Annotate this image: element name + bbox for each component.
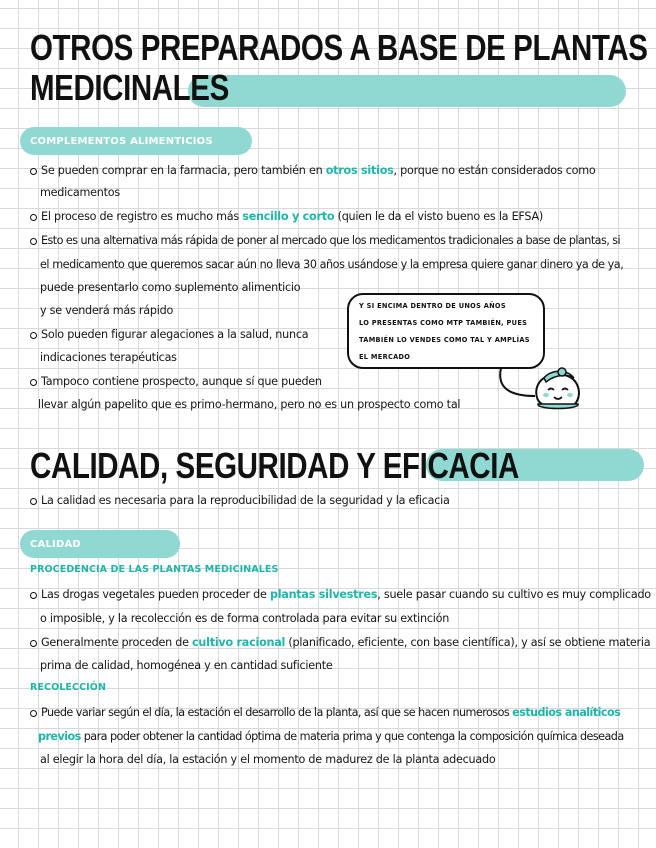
text: (planificado, eficiente, con base científica), y así se obtiene materia bbox=[285, 636, 651, 649]
note-line: TAMBIÉN LO VENDES COMO TAL Y AMPLÍAS bbox=[359, 336, 530, 344]
list-item-continuation: puede presentarlo como suplemento alimenticio bbox=[40, 281, 301, 294]
list-item bbox=[30, 160, 596, 182]
bullet-icon bbox=[30, 332, 37, 339]
bullet-icon bbox=[30, 379, 37, 386]
bullet-icon bbox=[30, 592, 37, 599]
highlight-text: previos bbox=[38, 730, 81, 743]
list-item bbox=[30, 324, 308, 346]
text: (quien le da el visto bueno es la EFSA) bbox=[334, 210, 543, 223]
text: , porque no están considerados como bbox=[393, 164, 596, 177]
bullet-icon bbox=[30, 710, 37, 717]
text: Solo pueden figurar alegaciones a la salud, nunca bbox=[41, 328, 309, 341]
text: Las drogas vegetales pueden proceder de bbox=[41, 588, 270, 601]
list-item-continuation: y se venderá más rápido bbox=[40, 304, 174, 317]
bullet-icon bbox=[30, 168, 37, 175]
list-item bbox=[30, 230, 620, 252]
text: Se pueden comprar en la farmacia, pero también en bbox=[41, 164, 326, 177]
bullet-icon bbox=[30, 214, 37, 221]
section-pill-complementos bbox=[20, 127, 252, 155]
text: Generalmente proceden de bbox=[41, 636, 193, 649]
list-item-continuation: llevar algún papelito que es primo-hermano, pero no es un prospecto como tal bbox=[38, 398, 461, 411]
section-title-calidad: CALIDAD, SEGURIDAD Y EFICACIA bbox=[30, 445, 519, 486]
highlight-text: otros sitios bbox=[325, 164, 394, 177]
list-item bbox=[30, 490, 450, 512]
highlight-text: estudios analíticos bbox=[512, 706, 621, 719]
bullet-icon bbox=[30, 238, 37, 245]
speech-bubble-note bbox=[347, 293, 545, 369]
list-item bbox=[30, 371, 322, 393]
highlight-text: cultivo racional bbox=[192, 636, 286, 649]
section-pill-label: CALIDAD bbox=[30, 538, 81, 550]
text: para poder obtener la cantidad óptima de materia prima y que contenga la composición química deseada bbox=[80, 730, 624, 743]
text: El proceso de registro es mucho más bbox=[41, 210, 243, 223]
list-item bbox=[30, 584, 651, 606]
section-pill-label: COMPLEMENTOS ALIMENTICIOS bbox=[30, 135, 213, 147]
subheading-procedencia: PROCEDENCIA DE LAS PLANTAS MEDICINALES bbox=[30, 564, 279, 575]
list-item bbox=[30, 702, 620, 724]
note-line: Y SI ENCIMA DENTRO DE UNOS AÑOS bbox=[359, 302, 506, 310]
list-item-continuation: al elegir la hora del día, la estación y el momento de madurez de la planta adecuado bbox=[40, 753, 496, 766]
list-item-continuation: o imposible, y la recolección es de forma controlada para evitar su extinción bbox=[40, 612, 450, 625]
list-item-continuation: prima de calidad, homogénea y en cantidad suficiente bbox=[40, 659, 333, 672]
highlight-text: plantas silvestres bbox=[269, 588, 378, 601]
text: Esto es una alternativa más rápida de poner al mercado que los medicamentos tradicionales a base de plantas, si bbox=[41, 234, 621, 247]
highlight-text: sencillo y corto bbox=[242, 210, 335, 223]
note-line: EL MERCADO bbox=[359, 353, 411, 361]
text: Puede variar según el día, la estación el desarrollo de la planta, así que se hacen numerosos bbox=[41, 706, 513, 719]
list-item bbox=[30, 206, 543, 228]
page-title-line-2: MEDICINALES bbox=[30, 67, 229, 108]
list-item-continuation: medicamentos bbox=[40, 186, 120, 199]
page-title-line-1: OTROS PREPARADOS A BASE DE PLANTAS bbox=[30, 27, 648, 68]
list-item-continuation: indicaciones terapéuticas bbox=[40, 351, 177, 364]
list-item-continuation bbox=[38, 726, 624, 748]
list-item bbox=[30, 632, 650, 654]
title-highlight-bar-1 bbox=[188, 75, 626, 107]
character-doodle-icon bbox=[528, 364, 588, 416]
section-pill-calidad bbox=[20, 530, 180, 558]
text: La calidad es necesaria para la reproducibilidad de la seguridad y la eficacia bbox=[41, 494, 450, 507]
bullet-icon bbox=[30, 498, 37, 505]
text: Tampoco contiene prospecto, aunque sí que pueden bbox=[41, 375, 322, 388]
text: , suele pasar cuando su cultivo es muy complicado bbox=[377, 588, 651, 601]
bullet-icon bbox=[30, 640, 37, 647]
subheading-recoleccion: RECOLECCIÓN bbox=[30, 682, 107, 693]
list-item-continuation: el medicamento que queremos sacar aún no lleva 30 años usándose y la empresa quiere ganar dinero ya de ya, bbox=[40, 258, 624, 271]
note-line: LO PRESENTAS COMO MTP TAMBIÉN, PUES bbox=[359, 319, 528, 327]
